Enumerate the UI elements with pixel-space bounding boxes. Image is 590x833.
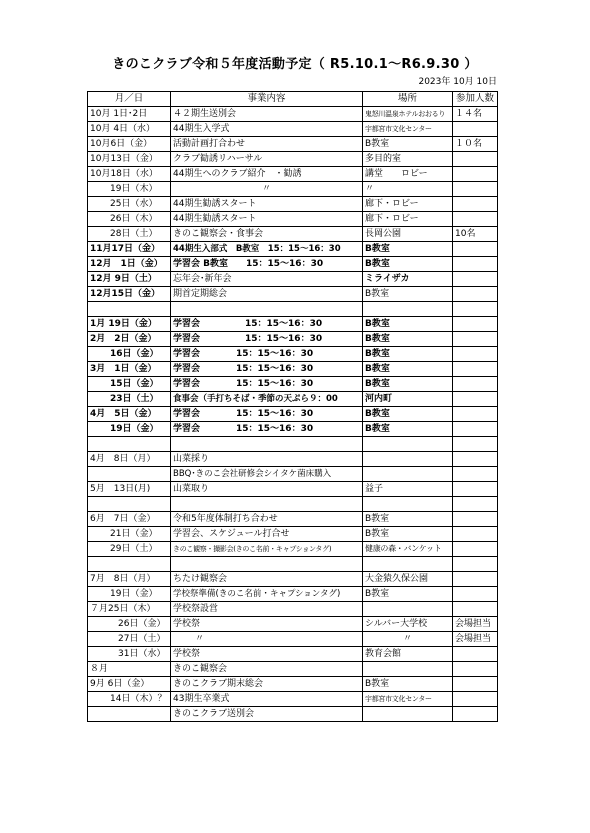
row-date: 11月17日（金）	[88, 242, 171, 257]
row-event: 学校祭設営	[171, 601, 363, 616]
table-row	[88, 361, 498, 376]
row-place: B教室	[363, 376, 453, 391]
row-event: 学習会 15：15～16：30	[171, 346, 363, 361]
row-date	[88, 436, 171, 451]
row-count: 会場担当	[453, 631, 498, 646]
row-event: 学習会 15：15～16：30	[171, 316, 363, 331]
row-count	[453, 376, 498, 391]
row-date: 10月 4日（水）	[88, 122, 171, 137]
header-count: 参加人数	[453, 92, 498, 107]
row-count	[453, 287, 498, 302]
row-place: B教室	[363, 331, 453, 346]
header-event: 事業内容	[171, 92, 363, 107]
row-place	[363, 436, 453, 451]
table-row	[88, 107, 498, 122]
row-place	[363, 451, 453, 466]
row-count	[453, 391, 498, 406]
row-count	[453, 406, 498, 421]
row-place: B教室	[363, 287, 453, 302]
row-event: 学習会 15：15～16：30	[171, 361, 363, 376]
row-count	[453, 346, 498, 361]
row-event: 期首定期総会	[171, 287, 363, 302]
row-count	[453, 466, 498, 481]
row-date: 1月 19日（金）	[88, 316, 171, 331]
table-row	[88, 346, 498, 361]
table-row	[88, 451, 498, 466]
row-place	[363, 601, 453, 616]
row-date: 27日（土）	[88, 631, 171, 646]
row-date: 3月 1日（金）	[88, 361, 171, 376]
row-event: 学習会、スケジュール打合せ	[171, 526, 363, 541]
table-row	[88, 661, 498, 676]
row-event: 令和5年度体制打ち合わせ	[171, 511, 363, 526]
row-date	[88, 706, 171, 721]
table-row	[88, 242, 498, 257]
row-event: 山菜採り	[171, 451, 363, 466]
row-place: 〃	[363, 182, 453, 197]
table-row	[88, 481, 498, 496]
row-event	[171, 556, 363, 571]
table-row	[88, 526, 498, 541]
row-count	[453, 706, 498, 721]
row-count	[453, 496, 498, 511]
row-event	[171, 496, 363, 511]
row-event	[171, 436, 363, 451]
row-date	[88, 556, 171, 571]
row-date: 12月 1日（金）	[88, 257, 171, 272]
row-place: B教室	[363, 257, 453, 272]
row-count	[453, 451, 498, 466]
row-event: 44期生入学式	[171, 122, 363, 137]
header-place: 場所	[363, 92, 453, 107]
row-place: B教室	[363, 586, 453, 601]
row-count	[453, 601, 498, 616]
row-place: 多目的室	[363, 152, 453, 167]
row-place: B教室	[363, 676, 453, 691]
table-row	[88, 137, 498, 152]
row-count	[453, 316, 498, 331]
row-place: B教室	[363, 242, 453, 257]
row-date	[88, 302, 171, 317]
table-row	[88, 316, 498, 331]
row-event: 44期生勧誘スタート	[171, 212, 363, 227]
table-row	[88, 122, 498, 137]
row-date: 10月6日（金）	[88, 137, 171, 152]
row-date: ８月	[88, 661, 171, 676]
row-place	[363, 661, 453, 676]
row-place: 大金猿久保公園	[363, 571, 453, 586]
row-event: 活動計画打合わせ	[171, 137, 363, 152]
table-row	[88, 287, 498, 302]
row-date: 10月13日（金）	[88, 152, 171, 167]
row-event: 44期生勧誘スタート	[171, 197, 363, 212]
table-row	[88, 571, 498, 586]
row-date: 31日（水）	[88, 646, 171, 661]
row-event: 43期生卒業式	[171, 691, 363, 706]
row-count: １０名	[453, 137, 498, 152]
table-row	[88, 197, 498, 212]
row-count	[453, 646, 498, 661]
row-event: 〃	[171, 631, 363, 646]
row-event: 山菜取り	[171, 481, 363, 496]
row-event: 学校祭	[171, 616, 363, 631]
row-count: 会場担当	[453, 616, 498, 631]
row-event: きのこ観察・撮影会(きのこ名前・キャプションタグ)	[171, 541, 363, 556]
row-place: 宇都宮市文化センター	[363, 122, 453, 137]
row-count	[453, 421, 498, 436]
row-count	[453, 272, 498, 287]
row-date: 12月15日（金）	[88, 287, 171, 302]
table-row	[88, 391, 498, 406]
row-place: B教室	[363, 406, 453, 421]
row-event: クラブ勧誘リハーサル	[171, 152, 363, 167]
row-place: B教室	[363, 511, 453, 526]
table-row	[88, 556, 498, 571]
table-row	[88, 466, 498, 481]
row-date: 7月 8日（月）	[88, 571, 171, 586]
table-row	[88, 616, 498, 631]
row-date: 25日（水）	[88, 197, 171, 212]
table-row	[88, 227, 498, 242]
table-row	[88, 152, 498, 167]
table-row	[88, 691, 498, 706]
row-place: 健康の森・バンケット	[363, 541, 453, 556]
row-count	[453, 541, 498, 556]
row-event: 44期生入部式 B教室 15：15～16：30	[171, 242, 363, 257]
row-event: BBQ･きのこ会社研修会シイタケ菌床購入	[171, 466, 363, 481]
row-date: 5月 13日(月)	[88, 481, 171, 496]
row-count	[453, 242, 498, 257]
row-count	[453, 676, 498, 691]
row-event: 忘年会･新年会	[171, 272, 363, 287]
row-count: １４名	[453, 107, 498, 122]
row-event: 学習会 15：15～16：30	[171, 421, 363, 436]
row-count	[453, 331, 498, 346]
row-place: 廊下・ロビー	[363, 197, 453, 212]
row-event: きのこ観察会・食事会	[171, 227, 363, 242]
row-place	[363, 466, 453, 481]
row-count	[453, 661, 498, 676]
row-date: 12月 9日（土）	[88, 272, 171, 287]
row-count	[453, 212, 498, 227]
table-row	[88, 586, 498, 601]
row-place: 河内町	[363, 391, 453, 406]
row-date: 6月 7日（金）	[88, 511, 171, 526]
row-place: B教室	[363, 316, 453, 331]
row-place	[363, 302, 453, 317]
row-place: ミライザカ	[363, 272, 453, 287]
row-place: 教育会館	[363, 646, 453, 661]
row-place: B教室	[363, 526, 453, 541]
row-event: 学習会 15：15～16：30	[171, 376, 363, 391]
row-date: 9月 6日（金）	[88, 676, 171, 691]
row-count	[453, 586, 498, 601]
row-date: 15日（金）	[88, 376, 171, 391]
row-count	[453, 122, 498, 137]
header-date: 月／日	[88, 92, 171, 107]
row-date: 26日（木）	[88, 212, 171, 227]
row-place	[363, 706, 453, 721]
row-event: 学校祭準備(きのこ名前・キャプションタグ)	[171, 586, 363, 601]
row-event: きのこクラブ送別会	[171, 706, 363, 721]
row-date: 19日（木）	[88, 182, 171, 197]
row-date: 21日（金）	[88, 526, 171, 541]
row-count: 10名	[453, 227, 498, 242]
table-row	[88, 601, 498, 616]
table-row	[88, 706, 498, 721]
row-event: きのこ観察会	[171, 661, 363, 676]
table-row	[88, 676, 498, 691]
row-place: シルバー大学校	[363, 616, 453, 631]
row-count	[453, 152, 498, 167]
row-count	[453, 556, 498, 571]
row-place: B教室	[363, 361, 453, 376]
row-place: 鬼怒川温泉ホテルおおるり	[363, 107, 453, 122]
row-count	[453, 182, 498, 197]
row-date: 16日（金）	[88, 346, 171, 361]
table-row	[88, 376, 498, 391]
row-event: 学校祭	[171, 646, 363, 661]
row-place	[363, 496, 453, 511]
table-row	[88, 646, 498, 661]
row-date: 28日（土）	[88, 227, 171, 242]
row-event: きのこクラブ期末総会	[171, 676, 363, 691]
row-date: 10月18日（水）	[88, 167, 171, 182]
row-count	[453, 257, 498, 272]
row-event: 学習会 15：15～16：30	[171, 406, 363, 421]
row-count	[453, 526, 498, 541]
row-event	[171, 302, 363, 317]
table-row	[88, 631, 498, 646]
row-event: ちたけ観察会	[171, 571, 363, 586]
row-place: 講堂 ロビー	[363, 167, 453, 182]
table-row	[88, 541, 498, 556]
document-date: 2023年 10月 10日	[418, 77, 497, 87]
row-place: 〃	[363, 631, 453, 646]
row-date: 19日（金）	[88, 586, 171, 601]
table-row	[88, 302, 498, 317]
row-place: 宇都宮市文化センター	[363, 691, 453, 706]
row-count	[453, 361, 498, 376]
row-date: 14日（木）？	[88, 691, 171, 706]
row-date: 4月 8日（月）	[88, 451, 171, 466]
row-date	[88, 466, 171, 481]
table-row	[88, 436, 498, 451]
row-date: 19日（金）	[88, 421, 171, 436]
table-row	[88, 272, 498, 287]
row-date: 29日（土）	[88, 541, 171, 556]
row-count	[453, 197, 498, 212]
table-row	[88, 331, 498, 346]
row-date	[88, 496, 171, 511]
row-place: B教室	[363, 421, 453, 436]
schedule-table	[87, 91, 498, 722]
row-count	[453, 436, 498, 451]
row-count	[453, 691, 498, 706]
table-row	[88, 182, 498, 197]
table-row	[88, 406, 498, 421]
table-row	[88, 511, 498, 526]
page-title: きのこクラブ令和５年度活動予定（ R5.10.1～R6.9.30 ）	[112, 57, 478, 72]
row-place: 廊下・ロビー	[363, 212, 453, 227]
table-row	[88, 257, 498, 272]
row-place: 益子	[363, 481, 453, 496]
table-row	[88, 212, 498, 227]
row-date: 23日（土）	[88, 391, 171, 406]
row-date: 2月 2日（金）	[88, 331, 171, 346]
row-event: 〃	[171, 182, 363, 197]
row-event: 学習会 B教室 15：15～16：30	[171, 257, 363, 272]
row-count	[453, 481, 498, 496]
row-event: ４２期生送別会	[171, 107, 363, 122]
row-place: 長岡公園	[363, 227, 453, 242]
row-count	[453, 571, 498, 586]
row-event: 食事会（手打ちそば・季節の天ぷら９：00	[171, 391, 363, 406]
row-date: 4月 5日（金）	[88, 406, 171, 421]
row-place	[363, 556, 453, 571]
row-count	[453, 511, 498, 526]
row-date: ７月25日（木）	[88, 601, 171, 616]
row-event: 学習会 15：15～16：30	[171, 331, 363, 346]
row-place: B教室	[363, 346, 453, 361]
row-date: 26日（金）	[88, 616, 171, 631]
row-count	[453, 302, 498, 317]
row-place: B教室	[363, 137, 453, 152]
row-count	[453, 167, 498, 182]
row-event: 44期生へのクラブ紹介 ・勧誘	[171, 167, 363, 182]
table-row	[88, 167, 498, 182]
table-row	[88, 421, 498, 436]
row-date: 10月 1日･2日	[88, 107, 171, 122]
table-header-row	[88, 92, 498, 107]
table-row	[88, 496, 498, 511]
